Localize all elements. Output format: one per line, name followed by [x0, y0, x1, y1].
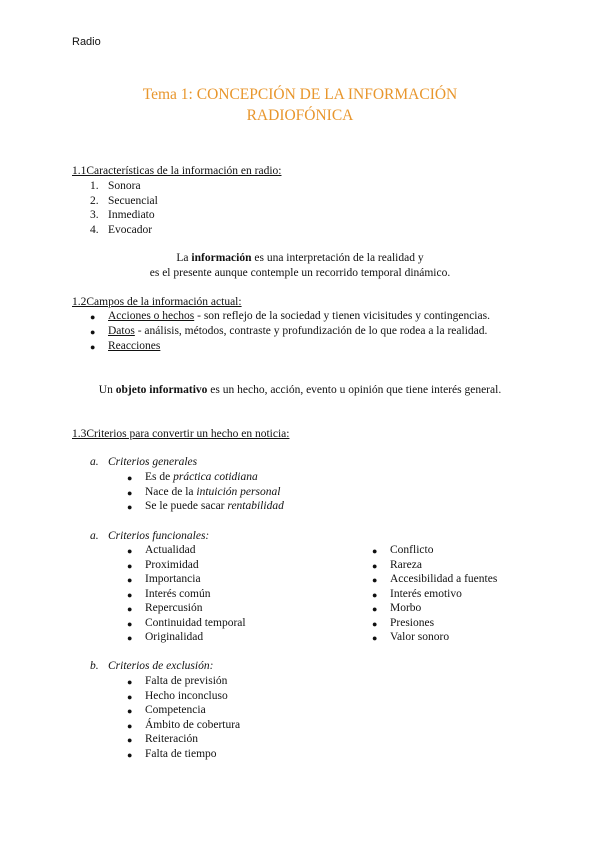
bullet-icon: ●	[127, 604, 133, 614]
list-item: Evocador	[108, 224, 153, 236]
bullet-icon: ●	[372, 619, 378, 629]
bullet-icon: ●	[127, 488, 133, 498]
subsection-marker: a.	[90, 456, 99, 468]
list-item: Repercusión	[145, 602, 203, 614]
section-1-2-heading: 1.2Campos de la información actual:	[72, 296, 242, 308]
list-item: Falta de tiempo	[145, 748, 217, 760]
list-item: Nace de la intuición personal	[145, 486, 281, 498]
list-item: Actualidad	[145, 544, 196, 556]
bullet-icon: ●	[127, 590, 133, 600]
page-title-line1: Tema 1: CONCEPCIÓN DE LA INFORMACIÓN	[142, 86, 458, 103]
list-item: Importancia	[145, 573, 201, 585]
list-item: Ámbito de cobertura	[145, 719, 241, 731]
bullet-icon: ●	[127, 502, 133, 512]
list-item: Rareza	[390, 559, 422, 571]
bullet-icon: ●	[127, 575, 133, 585]
list-item: Originalidad	[145, 631, 204, 643]
list-item: Presiones	[390, 617, 435, 629]
list-number: 1.	[90, 180, 99, 192]
list-number: 2.	[90, 195, 99, 207]
bullet-icon: ●	[127, 692, 133, 702]
list-item: Valor sonoro	[390, 631, 450, 643]
list-item: Conflicto	[390, 544, 434, 556]
list-item: Interés emotivo	[390, 588, 462, 600]
bullet-icon: ●	[372, 590, 378, 600]
list-item: Proximidad	[145, 559, 199, 571]
bullet-icon: ●	[372, 604, 378, 614]
page-header: Radio	[72, 36, 101, 48]
bullet-icon: ●	[372, 546, 378, 556]
list-item: Sonora	[108, 180, 141, 192]
list-item: Hecho inconcluso	[145, 690, 228, 702]
bullet-icon: ●	[127, 721, 133, 731]
list-item: Inmediato	[108, 209, 155, 221]
list-item: Reacciones	[108, 340, 161, 352]
bullet-icon: ●	[127, 735, 133, 745]
bullet-icon: ●	[372, 561, 378, 571]
list-number: 3.	[90, 209, 99, 221]
bullet-icon: ●	[127, 706, 133, 716]
bullet-icon: ●	[90, 342, 96, 352]
subsection-exclusion-label: Criterios de exclusión:	[108, 660, 214, 672]
list-item: Falta de previsión	[145, 675, 228, 687]
bullet-icon: ●	[127, 546, 133, 556]
definition-informacion-line2: es el presente aunque contemple un recorrido temporal dinámico.	[149, 267, 451, 279]
bullet-icon: ●	[372, 633, 378, 643]
list-item: Reiteración	[145, 733, 199, 745]
bullet-icon: ●	[127, 633, 133, 643]
list-item: Interés común	[145, 588, 211, 600]
subsection-funcionales-label: Criterios funcionales:	[108, 530, 210, 542]
list-number: 4.	[90, 224, 99, 236]
list-item: Acciones o hechos - son reflejo de la sociedad y tienen vicisitudes y contingencias.	[108, 310, 490, 322]
bullet-icon: ●	[90, 312, 96, 322]
list-item: Es de práctica cotidiana	[145, 471, 258, 483]
definition-informacion: La información es una interpretación de la realidad y	[176, 252, 424, 264]
list-item: Morbo	[390, 602, 422, 614]
section-1-1-heading: 1.1Características de la información en radio:	[72, 165, 282, 177]
section-1-3-heading: 1.3Criterios para convertir un hecho en noticia:	[72, 428, 290, 440]
bullet-icon: ●	[90, 327, 96, 337]
list-item: Se le puede sacar rentabilidad	[145, 500, 284, 512]
list-item: Competencia	[145, 704, 206, 716]
bullet-icon: ●	[127, 473, 133, 483]
subsection-marker: b.	[90, 660, 99, 672]
list-item: Secuencial	[108, 195, 158, 207]
bullet-icon: ●	[127, 677, 133, 687]
subsection-generales-label: Criterios generales	[108, 456, 198, 468]
bullet-icon: ●	[127, 619, 133, 629]
definition-objeto-informativo: Un objeto informativo es un hecho, acción, evento u opinión que tiene interés general.	[98, 384, 502, 396]
bullet-icon: ●	[127, 561, 133, 571]
bullet-icon: ●	[372, 575, 378, 585]
subsection-marker: a.	[90, 530, 99, 542]
list-item: Continuidad temporal	[145, 617, 246, 629]
list-item: Datos - análisis, métodos, contraste y profundización de lo que rodea a la realidad.	[108, 325, 488, 337]
page-title-line2: RADIOFÓNICA	[246, 107, 354, 124]
bullet-icon: ●	[127, 750, 133, 760]
list-item: Accesibilidad a fuentes	[390, 573, 498, 585]
